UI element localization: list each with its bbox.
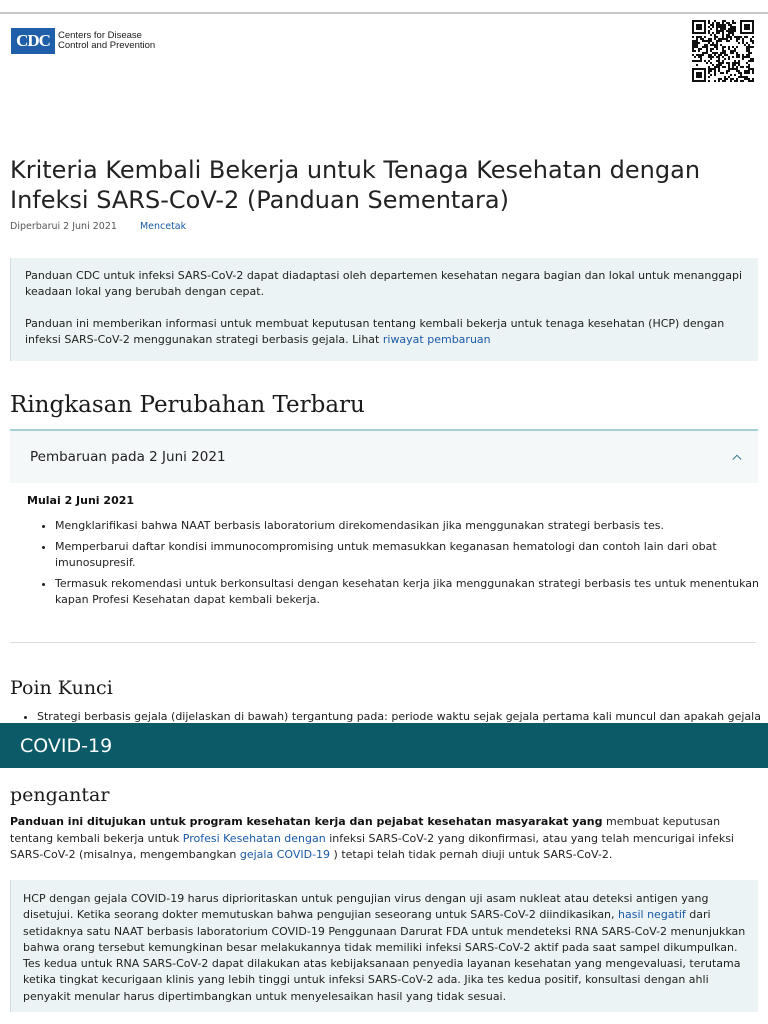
list-item: • Mengklarifikasi bahwa NAAT berbasis laboratorium direkomendasikan jika menggunakan strategi berbasis tes. bbox=[55, 518, 768, 534]
list-item: • Memperbarui daftar kondisi immunocompromising untuk memasukkan keganasan hematologi dan contoh lain dari obat imunosupresif. bbox=[55, 539, 768, 571]
testing-callout bbox=[10, 880, 758, 1012]
logo-line-1: Centers for Disease bbox=[58, 30, 142, 41]
intro-text-2: infeksi SARS-CoV-2 yang dikonfirmasi, atau yang telah mencurigai infeksi SARS-CoV-2 (misalnya, mengembangkan bbox=[10, 831, 734, 861]
cdc-logo[interactable] bbox=[11, 28, 155, 54]
testing-text-2: dari setidaknya satu NAAT berbasis laboratorium COVID-19 Penggunaan Darurat FDA untuk mendeteksi RNA SARS-CoV-2 menunjukkan bahwa orang tersebut kemungkinan besar melakukannya tidak memiliki infeksi SARS-CoV-2 aktif pada saat sampel dikumpulkan. Tes kedua untuk RNA SARS-CoV-2 dapat dilakukan atas kebijaksanaan penyedia layanan kesehatan yang mengevaluasi, terutama ketika tingkat kecurigaan klinis yang lebih tinggi untuk infeksi SARS-CoV-2 ada. Jika tes kedua positif, konsultasi dengan ahli penyakit menular harus dipertimbangkan untuk menyelesaikan hasil yang tidak sesuai. bbox=[23, 908, 746, 1003]
print-link[interactable]: Mencetak bbox=[139, 221, 187, 232]
cdc-logo-text bbox=[58, 31, 155, 51]
intro-text-1: membuat keputusan tentang kembali bekerja untuk bbox=[10, 815, 721, 845]
update-history-link[interactable]: riwayat pembaruan bbox=[382, 333, 491, 346]
covid-banner[interactable]: COVID-19 bbox=[0, 723, 768, 768]
covid-symptoms-link[interactable]: gejala COVID-19 bbox=[239, 848, 331, 861]
changes-list bbox=[10, 518, 768, 613]
chevron-up-icon[interactable] bbox=[732, 452, 742, 462]
info-callout bbox=[10, 258, 758, 361]
healthcare-personnel-link[interactable]: Profesi Kesehatan dengan bbox=[182, 831, 326, 845]
qr-code-icon bbox=[690, 20, 756, 84]
testing-text-1: HCP dengan gejala COVID-19 harus diprioritaskan untuk pengujian virus dengan uji asam nukleat atau deteksi antigen yang disetujui. Ketika seorang dokter memutuskan bahwa pengujian seseorang untuk SARS-CoV-2 diindikasikan, bbox=[23, 892, 709, 922]
intro-paragraph bbox=[10, 814, 758, 864]
callout-paragraph-1: Panduan CDC untuk infeksi SARS-CoV-2 dapat diadaptasi oleh departemen kesehatan negara bagian dan lokal untuk menanggapi keadaan lokal yang berubah dengan cepat. bbox=[25, 269, 743, 298]
list-item: • Termasuk rekomendasi untuk berkonsultasi dengan kesehatan kerja jika menggunakan strategi berbasis tes untuk menentukan kapan Profesi Kesehatan dapat kembali bekerja. bbox=[55, 576, 768, 608]
page-meta bbox=[10, 221, 186, 232]
intro-heading: pengantar bbox=[10, 784, 110, 806]
section-divider bbox=[10, 642, 756, 643]
summary-heading: Ringkasan Perubahan Terbaru bbox=[10, 392, 365, 418]
update-start-label: Mulai 2 Juni 2021 bbox=[27, 494, 135, 507]
updated-date: Diperbarui 2 Juni 2021 bbox=[10, 221, 117, 232]
key-points-heading: Poin Kunci bbox=[10, 677, 113, 699]
callout-paragraph-2 bbox=[25, 316, 744, 348]
list-item: • Strategi berbasis gejala (dijelaskan di bawah) tergantung pada: periode waktu sejak gejala pertama kali muncul dan apakah gejala bbox=[37, 709, 768, 725]
cdc-logo-mark: CDC bbox=[11, 28, 55, 54]
top-divider bbox=[0, 12, 768, 14]
negative-result-link[interactable]: hasil negatif bbox=[618, 908, 686, 922]
intro-bold-text: Panduan ini ditujukan untuk program kesehatan kerja dan pejabat kesehatan masyarakat yang bbox=[10, 815, 603, 828]
update-accordion-header[interactable] bbox=[10, 429, 758, 483]
intro-text-3: ) tetapi telah tidak pernah diuji untuk SARS-CoV-2. bbox=[330, 848, 613, 861]
page-title: Kriteria Kembali Bekerja untuk Tenaga Kesehatan dengan Infeksi SARS-CoV-2 (Panduan Sementara) bbox=[10, 156, 701, 214]
callout-p2-text: Panduan ini memberikan informasi untuk membuat keputusan tentang kembali bekerja untuk tenaga kesehatan (HCP) dengan infeksi SARS-CoV-2 menggunakan strategi berbasis gejala. Lihat bbox=[25, 317, 725, 346]
logo-line-2: Control and Prevention bbox=[58, 40, 156, 51]
accordion-label: Pembaruan pada 2 Juni 2021 bbox=[30, 449, 226, 465]
